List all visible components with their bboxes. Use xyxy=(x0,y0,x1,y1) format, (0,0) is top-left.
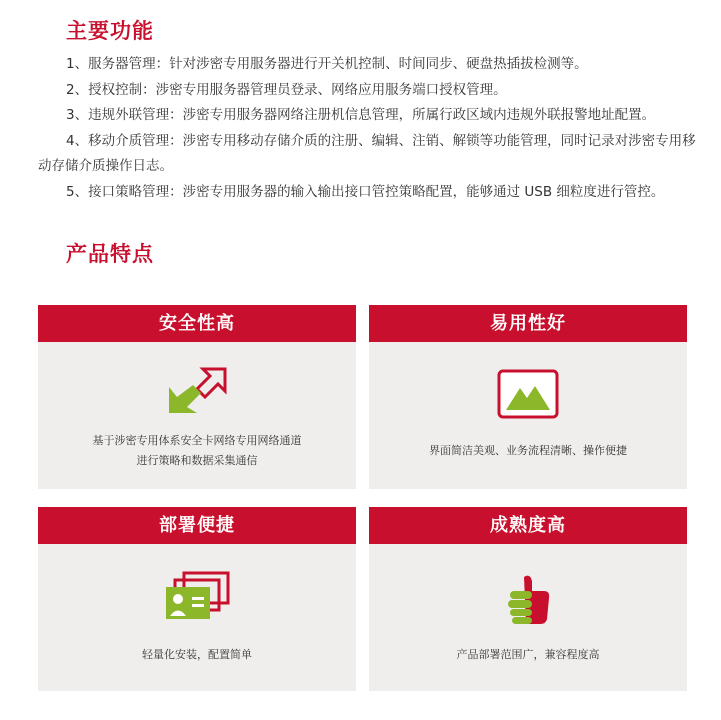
list-item: 4、移动介质管理：涉密专用移动存储介质的注册、编辑、注销、解锁等功能管理，同时记录对涉密专用移动存储介质操作日志。 xyxy=(38,132,696,175)
product-features-title: 产品特点 xyxy=(66,242,154,266)
main-functions-title: 主要功能 xyxy=(66,19,154,43)
feature-card-security xyxy=(38,305,356,489)
thumbs-up-icon xyxy=(504,573,552,631)
list-item: 2、授权控制：涉密专用服务器管理员登录、网络应用服务端口授权管理。 xyxy=(66,81,507,98)
arrows-exchange-icon xyxy=(165,365,229,421)
card-title: 成熟度高 xyxy=(369,507,687,544)
card-desc-line: 界面简洁美观、业务流程清晰、操作便捷 xyxy=(429,444,627,457)
feature-card-deployment xyxy=(38,507,356,691)
list-item: 5、接口策略管理：涉密专用服务器的输入输出接口管控策略配置，能够通过 USB 细粒度进行管控。 xyxy=(66,183,665,200)
feature-card-usability xyxy=(369,305,687,489)
function-list xyxy=(38,52,698,206)
list-item: 3、违规外联管理：涉密专用服务器网络注册机信息管理，所属行政区域内违规外联报警地址配置。 xyxy=(66,107,656,124)
card-title: 部署便捷 xyxy=(38,507,356,544)
card-title: 安全性高 xyxy=(38,305,356,342)
card-desc-line: 产品部署范围广，兼容程度高 xyxy=(456,648,600,661)
list-item: 1、服务器管理：针对涉密专用服务器进行开关机控制、时间同步、硬盘热插拔检测等。 xyxy=(66,56,588,72)
card-desc-line: 轻量化安装，配置简单 xyxy=(142,648,252,661)
image-landscape-icon xyxy=(496,368,560,424)
id-card-icon xyxy=(164,571,230,625)
feature-card-maturity xyxy=(369,507,687,691)
card-title: 易用性好 xyxy=(369,305,687,342)
card-desc-line: 进行策略和数据采集通信 xyxy=(136,454,258,467)
card-desc-line: 基于涉密专用体系安全卡网络专用网络通道 xyxy=(92,434,302,447)
